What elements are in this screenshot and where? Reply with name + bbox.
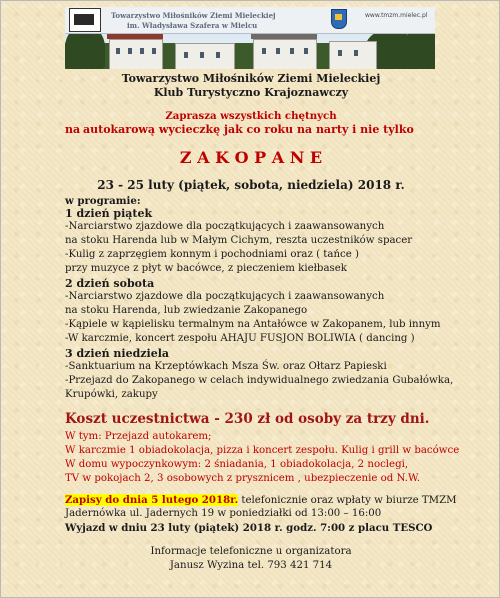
contact-phone: Janusz Wyzina tel. 793 421 714 bbox=[169, 560, 333, 571]
cost-headline: Koszt uczestnictwa - 230 zł od osoby za trzy dni. bbox=[65, 411, 430, 427]
banner-org-name: Towarzystwo Miłośników Ziemi Mieleckiej bbox=[111, 11, 276, 20]
organization-name: Towarzystwo Miłośników Ziemi Mieleckiej bbox=[121, 72, 381, 85]
society-logo bbox=[69, 8, 101, 40]
invite-prefix: na bbox=[65, 123, 81, 136]
club-name: Klub Turystyczno Krajoznawczy bbox=[153, 86, 349, 99]
program-line: -Kulig z zaprzęgiem konnym i pochodniami oraz ( tańce ) bbox=[65, 249, 359, 260]
invite-line-2: autokarową wycieczkę jak co roku na narty i nie tylko bbox=[83, 123, 414, 136]
program-line: -Przejazd do Zakopanego w celach indywidualnego zwiedzania Gubałówka, bbox=[65, 375, 454, 386]
trip-dates: 23 - 25 luty (piątek, sobota, niedziela) 2018 r. bbox=[97, 178, 405, 192]
banner-manor-house bbox=[109, 39, 163, 69]
cost-include-line: W tym: Przejazd autokarem; bbox=[65, 431, 212, 442]
office-hours: Jadernówka ul. Jadernych 19 w poniedziałki od 13:00 – 16:00 bbox=[65, 508, 382, 519]
cost-include-line: W domu wypoczynkowym: 2 śniadania, 1 obiadokolacja, 2 noclegi, bbox=[65, 459, 409, 470]
registration-deadline-highlight: Zapisy do dnia 5 lutego 2018r. bbox=[65, 494, 239, 506]
logo-year: 1960 bbox=[78, 34, 92, 40]
program-line: -Kąpiele w kąpielisku termalnym na Antałówce w Zakopanem, lub innym bbox=[65, 319, 441, 330]
program-heading: w programie: bbox=[65, 195, 141, 207]
cost-include-line: W karczmie 1 obiadokolacja, pizza i koncert zespołu. Kulig i grill w bacówce bbox=[65, 445, 460, 456]
banner-building bbox=[253, 39, 317, 69]
banner-title-strip bbox=[65, 7, 435, 40]
program-line: -W karczmie, koncert zespołu AHAJU FUSJON BOLIWIA ( dancing ) bbox=[65, 333, 415, 344]
program-line: na stoku Harenda, lub zwiedzanie Zakopanego bbox=[65, 305, 308, 316]
program-line: przy muzyce z płyt w bacówce, z pieczeniem kiełbasek bbox=[65, 263, 347, 274]
city-crest-icon bbox=[331, 9, 347, 29]
invite-line-1: Zaprasza wszystkich chętnych bbox=[165, 110, 337, 122]
banner-url: www.tmzm.mielec.pl bbox=[365, 12, 428, 19]
day-title: 1 dzień piątek bbox=[65, 207, 153, 220]
contact-heading: Informacje telefoniczne u organizatora bbox=[150, 546, 352, 557]
day-title: 2 dzień sobota bbox=[65, 277, 155, 290]
program-line: na stoku Harenda lub w Małym Cichym, reszta uczestników spacer bbox=[65, 235, 413, 246]
program-line: Krupówki, zakupy bbox=[65, 389, 158, 400]
header-banner-image bbox=[65, 7, 435, 69]
registration-line bbox=[65, 495, 457, 506]
program-line: -Sanktuarium na Krzeptówkach Msza Św. oraz Ołtarz Papieski bbox=[65, 361, 387, 372]
banner-building bbox=[329, 41, 377, 69]
banner-org-patron: im. Władysława Szafera w Mielcu bbox=[127, 21, 258, 30]
program-line: -Narciarstwo zjazdowe dla początkujących i zaawansowanych bbox=[65, 291, 385, 302]
departure-info: Wyjazd w dniu 23 luty (piątek) 2018 r. godz. 7:00 z placu TESCO bbox=[65, 522, 433, 534]
banner-building bbox=[175, 43, 235, 69]
destination-title: Z A K O P A N E bbox=[179, 148, 323, 167]
day-title: 3 dzień niedziela bbox=[65, 347, 170, 360]
program-line: -Narciarstwo zjazdowe dla początkujących i zaawansowanych bbox=[65, 221, 385, 232]
cost-include-line: TV w pokojach 2, 3 osobowych z prysznicem , ubezpieczenie od N.W. bbox=[65, 473, 420, 484]
registration-details: telefonicznie oraz wpłaty w biurze TMZM bbox=[238, 495, 457, 506]
